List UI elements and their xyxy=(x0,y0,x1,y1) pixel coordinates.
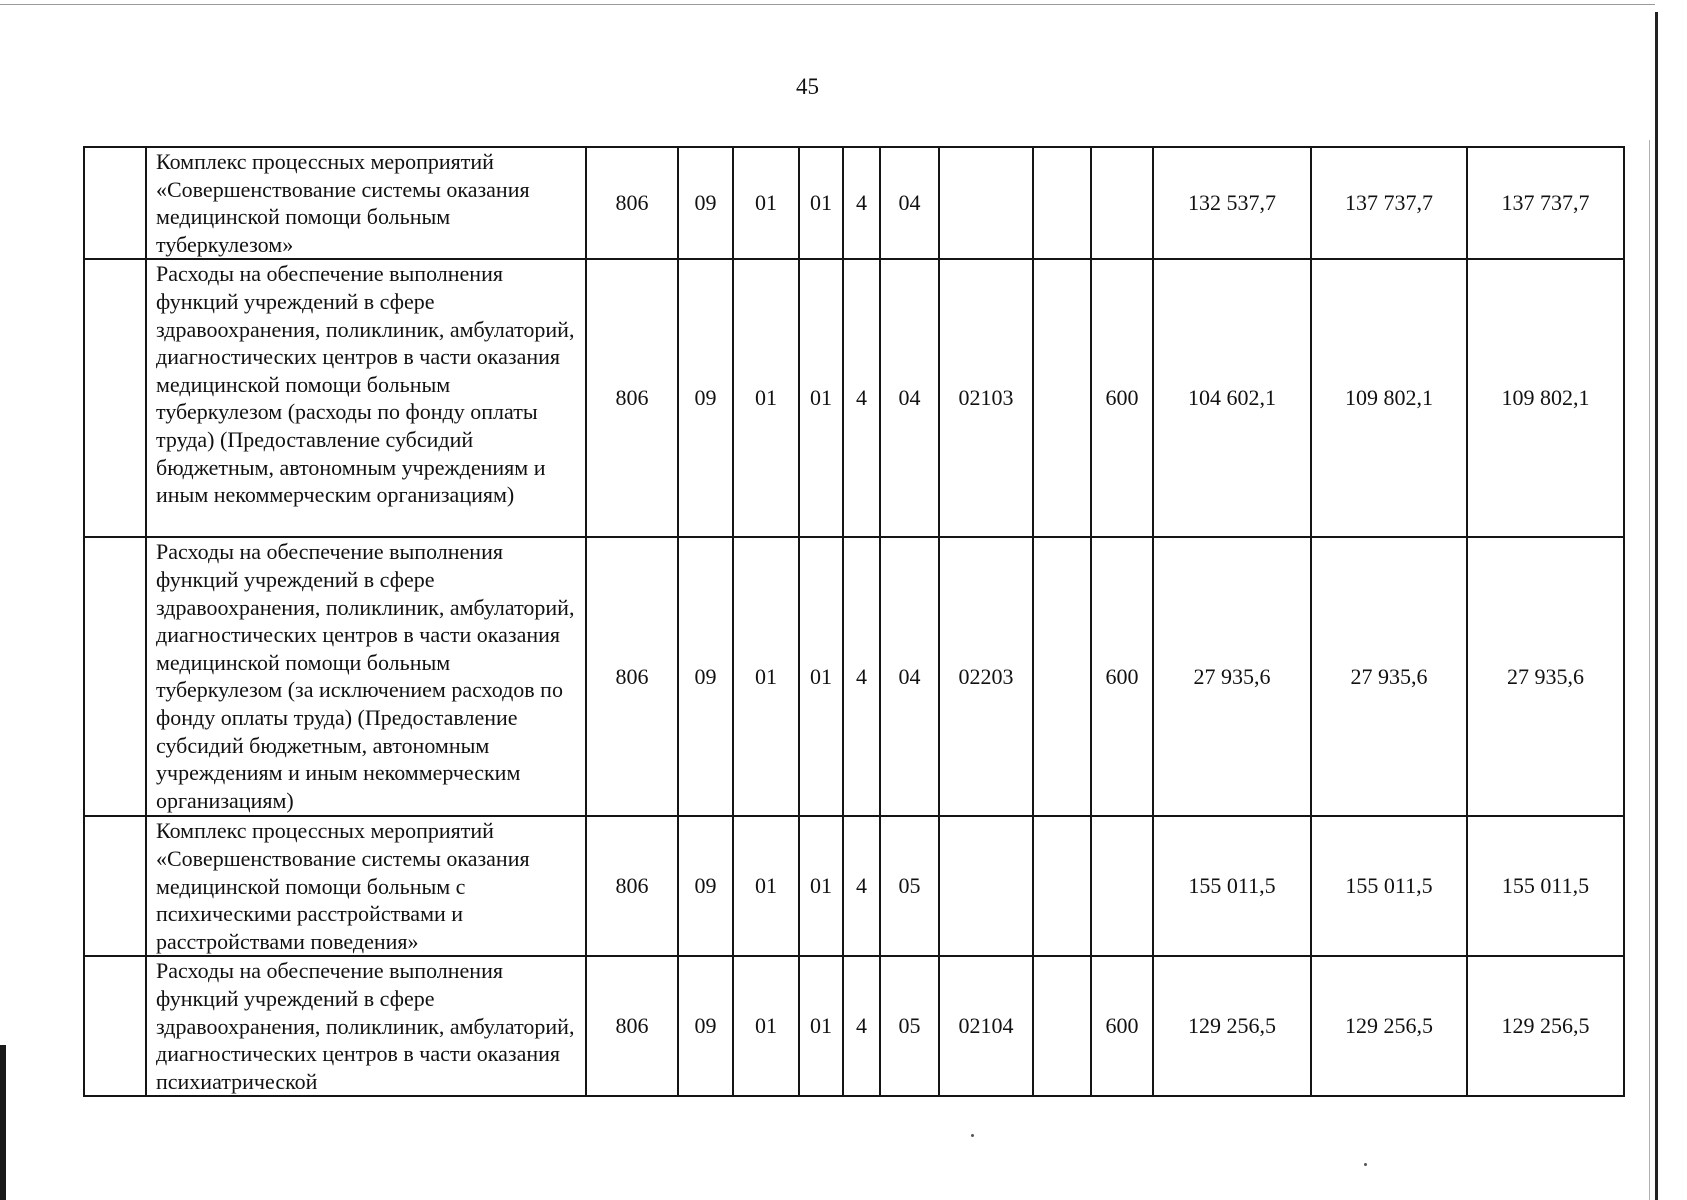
amount-year3-cell: 155 011,5 xyxy=(1467,816,1624,956)
section-code-cell: 09 xyxy=(678,147,733,259)
subsection-code-cell: 01 xyxy=(733,816,799,956)
extra-code-cell xyxy=(1033,537,1091,816)
amount-year3-cell: 27 935,6 xyxy=(1467,537,1624,816)
extra-code-cell xyxy=(1033,259,1091,537)
amount-year2-cell: 109 802,1 xyxy=(1311,259,1467,537)
expense-type-cell: 600 xyxy=(1091,259,1153,537)
description-cell: Комплекс процессных мероприятий «Совершенствование системы оказания медицинской помощи больным с психическими расстройствами и расстройствами поведения» xyxy=(146,816,586,956)
ministry-code-cell: 806 xyxy=(586,259,678,537)
page-number: 45 xyxy=(796,74,819,99)
ministry-code-cell: 806 xyxy=(586,537,678,816)
amount-year2-cell: 27 935,6 xyxy=(1311,537,1467,816)
row-number-cell xyxy=(84,537,146,816)
structure-code-cell: 05 xyxy=(880,816,939,956)
subsection-code-cell: 01 xyxy=(733,537,799,816)
amount-year3-cell: 129 256,5 xyxy=(1467,956,1624,1096)
table-row xyxy=(84,259,1624,537)
expense-type-cell: 600 xyxy=(1091,956,1153,1096)
table-row xyxy=(84,816,1624,956)
structure-code-cell: 04 xyxy=(880,537,939,816)
amount-year3-cell: 109 802,1 xyxy=(1467,259,1624,537)
program-type-cell: 4 xyxy=(843,147,880,259)
direction-code-cell xyxy=(939,147,1033,259)
structure-code-cell: 04 xyxy=(880,147,939,259)
amount-year2-cell: 137 737,7 xyxy=(1311,147,1467,259)
amount-year1-cell: 104 602,1 xyxy=(1153,259,1311,537)
section-code-cell: 09 xyxy=(678,816,733,956)
subsection-code-cell: 01 xyxy=(733,147,799,259)
description-cell: Комплекс процессных мероприятий «Совершенствование системы оказания медицинской помощи больным туберкулезом» xyxy=(146,147,586,259)
amount-year2-cell: 129 256,5 xyxy=(1311,956,1467,1096)
scan-right-inner-edge xyxy=(1649,140,1650,1200)
amount-year1-cell: 129 256,5 xyxy=(1153,956,1311,1096)
program-code-cell: 01 xyxy=(799,259,843,537)
scan-speck xyxy=(971,1134,974,1137)
structure-code-cell: 04 xyxy=(880,259,939,537)
direction-code-cell xyxy=(939,816,1033,956)
program-type-cell: 4 xyxy=(843,537,880,816)
section-code-cell: 09 xyxy=(678,956,733,1096)
scan-left-edge xyxy=(0,1045,6,1200)
program-code-cell: 01 xyxy=(799,956,843,1096)
amount-year1-cell: 27 935,6 xyxy=(1153,537,1311,816)
subsection-code-cell: 01 xyxy=(733,956,799,1096)
description-cell: Расходы на обеспечение выполнения функций учреждений в сфере здравоохранения, поликлиник, амбулаторий, диагностических центров в части оказания психиатрической xyxy=(146,956,586,1096)
ministry-code-cell: 806 xyxy=(586,816,678,956)
ministry-code-cell: 806 xyxy=(586,147,678,259)
scan-speck xyxy=(1364,1163,1367,1166)
expense-type-cell xyxy=(1091,816,1153,956)
program-type-cell: 4 xyxy=(843,816,880,956)
table-row xyxy=(84,537,1624,816)
scan-top-edge xyxy=(0,4,1655,5)
amount-year2-cell: 155 011,5 xyxy=(1311,816,1467,956)
budget-table xyxy=(83,146,1625,1097)
row-number-cell xyxy=(84,147,146,259)
direction-code-cell: 02203 xyxy=(939,537,1033,816)
structure-code-cell: 05 xyxy=(880,956,939,1096)
row-number-cell xyxy=(84,816,146,956)
table-row xyxy=(84,956,1624,1096)
direction-code-cell: 02103 xyxy=(939,259,1033,537)
table-row xyxy=(84,147,1624,259)
amount-year3-cell: 137 737,7 xyxy=(1467,147,1624,259)
program-code-cell: 01 xyxy=(799,537,843,816)
amount-year1-cell: 155 011,5 xyxy=(1153,816,1311,956)
extra-code-cell xyxy=(1033,816,1091,956)
description-cell: Расходы на обеспечение выполнения функций учреждений в сфере здравоохранения, поликлиник, амбулаторий, диагностических центров в части оказания медицинской помощи больным туберкулезом (за исключением расходов по фонду оплаты труда) (Предоставление субсидий бюджетным, автономным учреждениям и иным некоммерческим организациям) xyxy=(146,537,586,816)
amount-year1-cell: 132 537,7 xyxy=(1153,147,1311,259)
ministry-code-cell: 806 xyxy=(586,956,678,1096)
subsection-code-cell: 01 xyxy=(733,259,799,537)
section-code-cell: 09 xyxy=(678,259,733,537)
row-number-cell xyxy=(84,956,146,1096)
scan-right-edge xyxy=(1655,12,1658,1200)
program-code-cell: 01 xyxy=(799,147,843,259)
direction-code-cell: 02104 xyxy=(939,956,1033,1096)
program-type-cell: 4 xyxy=(843,259,880,537)
description-cell: Расходы на обеспечение выполнения функций учреждений в сфере здравоохранения, поликлиник, амбулаторий, диагностических центров в части оказания медицинской помощи больным туберкулезом (расходы по фонду оплаты труда) (Предоставление субсидий бюджетным, автономным учреждениям и иным некоммерческим организациям) xyxy=(146,259,586,537)
extra-code-cell xyxy=(1033,956,1091,1096)
program-code-cell: 01 xyxy=(799,816,843,956)
program-type-cell: 4 xyxy=(843,956,880,1096)
section-code-cell: 09 xyxy=(678,537,733,816)
expense-type-cell: 600 xyxy=(1091,537,1153,816)
expense-type-cell xyxy=(1091,147,1153,259)
row-number-cell xyxy=(84,259,146,537)
extra-code-cell xyxy=(1033,147,1091,259)
